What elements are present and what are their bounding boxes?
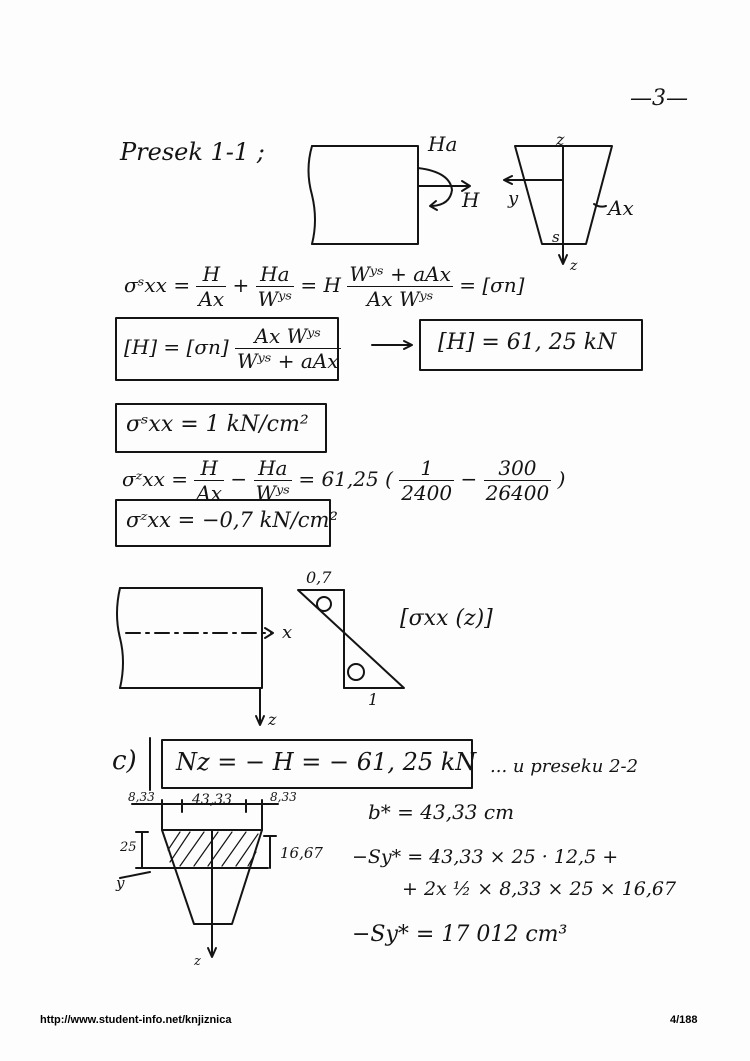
eq-den: Ax Wʸˢ — [366, 287, 434, 311]
eqz-val: 61,25 — [321, 467, 379, 491]
eqz-Ax: Ax — [196, 481, 223, 505]
section-c-note: ... u preseku 2-2 — [490, 756, 639, 777]
section-title: Presek 1-1 ; — [120, 138, 265, 166]
label-y: y — [508, 188, 519, 209]
eqz-f1-den: 2400 — [401, 481, 453, 505]
s-result: −Sy* = 17 012 cm³ — [352, 922, 568, 947]
label-z-bottom: z — [570, 258, 578, 274]
eq-Ha: Ha — [256, 262, 294, 287]
diag-bracket-label: [σxx (z)] — [400, 606, 493, 631]
section-c-label-y: y — [116, 874, 125, 892]
dim-left: 8,33 — [128, 790, 155, 804]
box3-content: σˢxx = 1 kN/cm² — [126, 412, 309, 437]
dim-right: 8,33 — [270, 790, 297, 804]
eq-H: H — [196, 262, 226, 287]
eqz-Ha: Ha — [254, 456, 292, 481]
dim-mid: 43,33 — [192, 792, 233, 808]
dim-arm: 16,67 — [280, 844, 323, 862]
eqz-Wy: Wʸˢ — [255, 481, 290, 505]
section-c-label: c) — [112, 746, 137, 776]
beam-rectangle-2 — [120, 588, 262, 688]
s-line-2: + 2x ½ × 8,33 × 25 × 16,67 — [402, 878, 677, 900]
diag-label-x: x — [282, 622, 293, 643]
label-Ax: Ax — [608, 196, 634, 220]
page-number: —3— — [630, 86, 688, 111]
diag-value-bottom: 1 — [368, 690, 379, 709]
box1-den: Wʸˢ + aAx — [237, 349, 339, 373]
b-star: b* = 43,33 cm — [368, 800, 515, 824]
beam-rectangle-1 — [312, 146, 418, 244]
eqz-lhs: σᶻxx — [122, 467, 165, 491]
section-c-label-z: z — [194, 954, 201, 969]
label-Ha: Ha — [428, 132, 458, 156]
equation-sigma-s: σˢxx = $\frac{H}{Ax}$ + $\frac{Ha}{\text{Wʸˢ}}$ = H $\frac{\text{Wʸˢ + aAx}}{\text{Ax Wʸˢ}}$ = [σn] — [124, 262, 525, 311]
box-Nz-content: Nz = − H = − 61, 25 kN — [176, 748, 477, 776]
eq-lhs: σˢxx — [124, 273, 167, 297]
eqz-f2-num: 300 — [484, 456, 552, 481]
equation-sigma-z: σᶻxx = $\frac{H}{Ax}$ − $\frac{Ha}{\text{Wʸˢ}}$ = 61,25 ( $\frac{1}{2400}$ − $\frac{300}{26400}$ ) — [122, 456, 566, 505]
label-s: s — [552, 228, 560, 246]
eqz-f2-den: 26400 — [485, 481, 550, 505]
footer-url[interactable]: http://www.student-info.net/knjiznica — [40, 1014, 232, 1026]
diag-value-top: 0,7 — [306, 568, 332, 587]
box1-content — [124, 324, 341, 373]
eq-Wy: Wʸˢ — [257, 287, 293, 311]
eq-rhs: = [σn] — [459, 273, 525, 297]
stress-diagram — [298, 590, 404, 688]
footer-page: 4/188 — [670, 1014, 698, 1026]
eqz-f1-num: 1 — [399, 456, 454, 481]
eq-num: Wʸˢ + aAx — [349, 262, 451, 286]
box1-lhs: [H] = [σn] — [124, 335, 229, 359]
s-line-1: −Sy* = 43,33 × 25 · 12,5 + — [352, 846, 619, 868]
label-z-top: z — [556, 130, 565, 149]
box2-content: [H] = 61, 25 kN — [438, 330, 617, 355]
box1-num: Ax Wʸˢ — [235, 324, 341, 349]
diag-label-z: z — [268, 710, 277, 729]
beam-break-1 — [309, 146, 316, 244]
label-H: H — [462, 188, 480, 212]
eq-Ax: Ax — [198, 287, 225, 311]
box4-content: σᶻxx = −0,7 kN/cm² — [126, 508, 338, 532]
dim-height: 25 — [120, 840, 137, 855]
eqz-H: H — [194, 456, 224, 481]
